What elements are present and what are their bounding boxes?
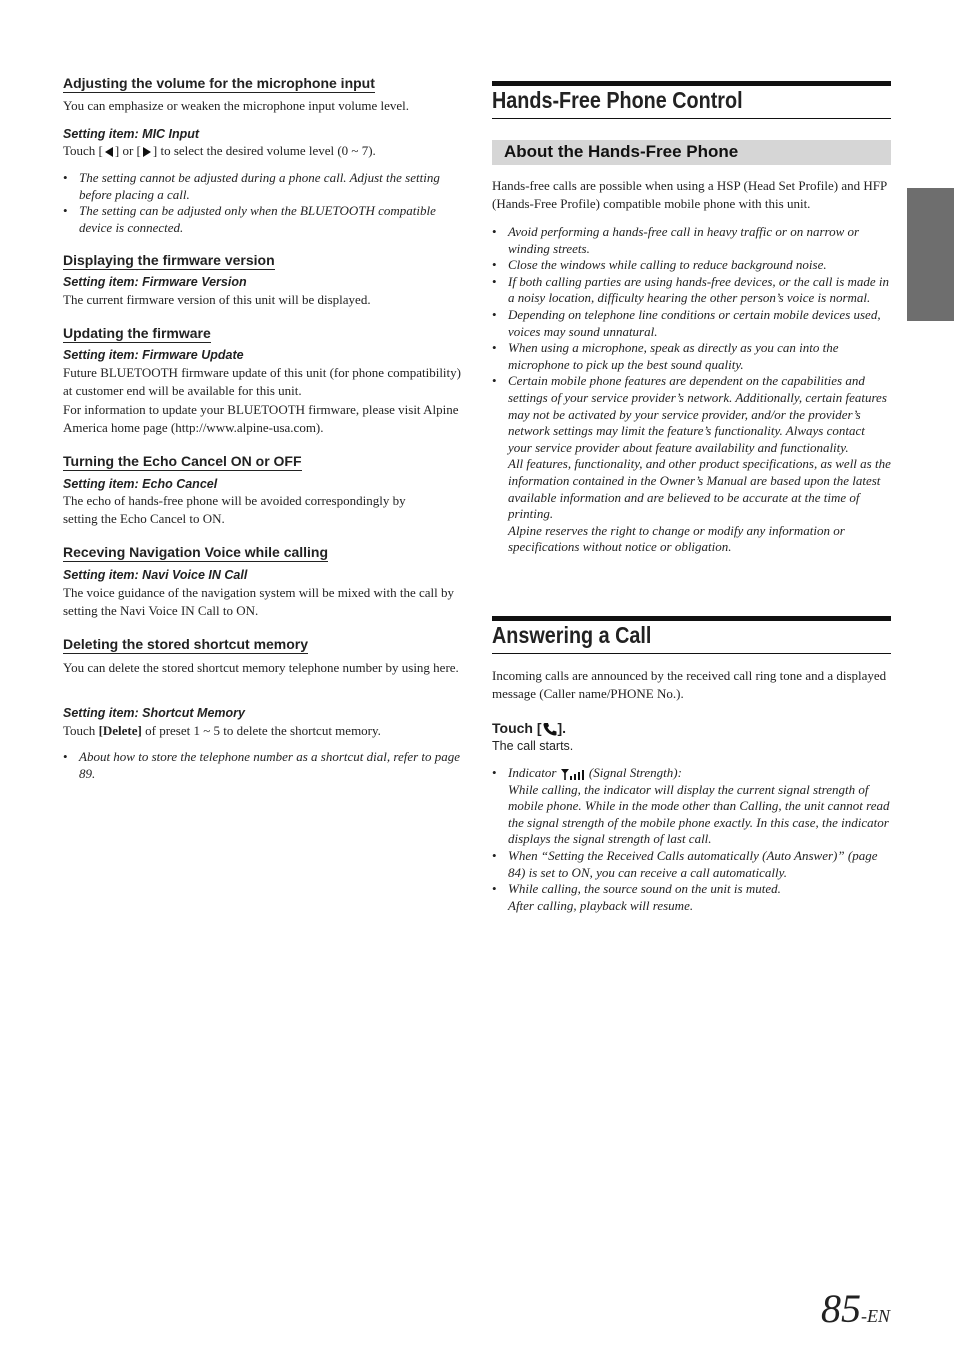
mic-intro: You can emphasize or weaken the microphone input volume level. <box>63 98 409 113</box>
answering-call-notes <box>492 765 891 914</box>
list-item-paragraph: • While calling, the source sound on the unit is muted. <box>508 881 781 897</box>
indicator-pre: Indicator <box>508 765 560 780</box>
page-number-suffix: -EN <box>861 1306 890 1326</box>
subheading-bar <box>492 140 891 165</box>
mic-touch-mid: ] or [ <box>114 143 141 158</box>
indicator-body: While calling, the indicator will display the current signal strength of mobile phone. While in the mode other than Calling, the unit cannot read the signal strength of the mobile phone exactly. In this case, the indicator displays the signal strength of last call. <box>508 781 890 847</box>
about-hands-free-subtitle: About the Hands-Free Phone <box>504 142 739 161</box>
firmware-update-heading: Updating the firmware <box>63 325 211 341</box>
list-item: • The setting can be adjusted only when the BLUETOOTH compatible device is connected. <box>63 203 461 236</box>
delete-key-label: [Delete] <box>98 723 142 738</box>
echo-cancel-body: The echo of hands-free phone will be avoided correspondingly by setting the Echo Cancel to ON. <box>63 493 406 527</box>
list-item: • Depending on telephone line conditions or certain mobile devices used, voices may sound unnatural. <box>492 307 891 340</box>
shortcut-touch-pre: Touch <box>63 723 99 738</box>
mic-setting-item: Setting item: MIC Input <box>63 127 200 141</box>
call-starts-text: The call starts. <box>492 739 574 753</box>
firmware-version-body: The current firmware version of this unit will be displayed. <box>63 292 371 307</box>
list-item-paragraph: After calling, playback will resume. <box>508 897 694 913</box>
firmware-update-body <box>63 364 461 437</box>
side-tab <box>907 188 954 321</box>
touch-label: Touch [ <box>492 720 542 736</box>
shortcut-intro: You can delete the stored shortcut memory telephone number by using here. <box>63 660 459 675</box>
list-item: • If both calling parties are using hands-free devices, or the call is made in a noisy location, difficulty hearing the other person’s voice is normal. <box>492 274 891 307</box>
answering-call-title: Answering a Call <box>492 622 652 648</box>
list-item: • About how to store the telephone number as a shortcut dial, refer to page 89. <box>63 749 461 782</box>
list-item <box>492 881 891 914</box>
firmware-version-heading: Displaying the firmware version <box>63 252 275 268</box>
navi-voice-heading: Receving Navigation Voice while calling <box>63 544 329 560</box>
list-item-paragraph: Alpine reserves the right to change or modify any information or specifications without notice or obligation. <box>508 522 845 555</box>
mic-touch-pre: Touch [ <box>63 143 103 158</box>
shortcut-touch-instruction <box>63 722 461 740</box>
touch-phone-instruction <box>492 720 566 737</box>
signal-strength-icon <box>560 768 586 780</box>
answering-call-intro: Incoming calls are announced by the received call ring tone and a displayed message (Caller name/PHONE No.). <box>492 668 887 702</box>
list-item: • The setting cannot be adjusted during a phone call. Adjust the setting before placing a call. <box>63 170 461 203</box>
firmware-update-paragraph-2: For information to update your BLUETOOTH firmware, please visit Alpine America home page (http://www.alpine-usa.com). <box>63 401 459 435</box>
list-item <box>492 373 891 556</box>
touch-close: ]. <box>557 720 567 736</box>
list-item-paragraph: All features, functionality, and other product specifications, as well as the information contained in the Owner’s Manual are based upon the latest available information and are believed to be accurate at the time of printing. <box>508 456 891 522</box>
list-item: • When using a microphone, speak as directly as you can into the microphone to pick up the best sound quality. <box>492 340 891 373</box>
page-number <box>821 1287 890 1331</box>
mic-touch-post: ] to select the desired volume level (0 ~ 7). <box>152 143 376 158</box>
list-item: • Avoid performing a hands-free call in heavy traffic or on narrow or winding streets. <box>492 224 891 257</box>
mic-heading: Adjusting the volume for the microphone input <box>63 75 375 91</box>
hands-free-title: Hands-Free Phone Control <box>492 87 743 113</box>
indicator-line <box>508 765 891 782</box>
phone-handset-icon <box>542 722 558 736</box>
list-item-paragraph: • Certain mobile phone features are dependent on the capabilities and settings of your service provider’s network. Additionally, certain features may not be activated by your service provider, and/or the provider’s network settings may limit the feature’s functionality. Always contact your service provider about feature availability and functionality. <box>508 373 887 455</box>
hands-free-intro: Hands-free calls are possible when using a HSP (Head Set Profile) and HFP (Hands-Free Profile) compatible mobile phone with this unit. <box>492 178 887 212</box>
right-arrow-icon <box>143 147 151 157</box>
list-item: • Close the windows while calling to reduce background noise. <box>492 257 891 274</box>
firmware-update-setting-item: Setting item: Firmware Update <box>63 348 244 362</box>
shortcut-heading: Deleting the stored shortcut memory <box>63 636 309 652</box>
shortcut-setting-item: Setting item: Shortcut Memory <box>63 706 245 720</box>
navi-voice-body: The voice guidance of the navigation system will be mixed with the call by setting the Navi Voice IN Call to ON. <box>63 585 454 619</box>
echo-cancel-heading: Turning the Echo Cancel ON or OFF <box>63 453 302 469</box>
list-item: • When “Setting the Received Calls automatically (Auto Answer)” (page 84) is set to ON, you can receive a call automatically. <box>492 848 891 881</box>
shortcut-notes <box>63 749 461 782</box>
list-item <box>492 765 891 848</box>
hands-free-notes <box>492 224 891 556</box>
left-arrow-icon <box>105 147 113 157</box>
section-rule-bottom <box>492 118 891 119</box>
shortcut-touch-post: of preset 1 ~ 5 to delete the shortcut memory. <box>141 723 381 738</box>
navi-voice-setting-item: Setting item: Navi Voice IN Call <box>63 568 248 582</box>
firmware-version-setting-item: Setting item: Firmware Version <box>63 275 247 289</box>
echo-cancel-setting-item: Setting item: Echo Cancel <box>63 477 218 491</box>
indicator-post: (Signal Strength): <box>585 765 682 780</box>
mic-notes <box>63 170 461 236</box>
firmware-update-paragraph-1: Future BLUETOOTH firmware update of this unit (for phone compatibility) at customer end will be available for this unit. <box>63 365 461 399</box>
page-number-value: 85 <box>821 1286 861 1331</box>
mic-touch-instruction <box>63 142 461 160</box>
section-rule-bottom <box>492 653 891 654</box>
